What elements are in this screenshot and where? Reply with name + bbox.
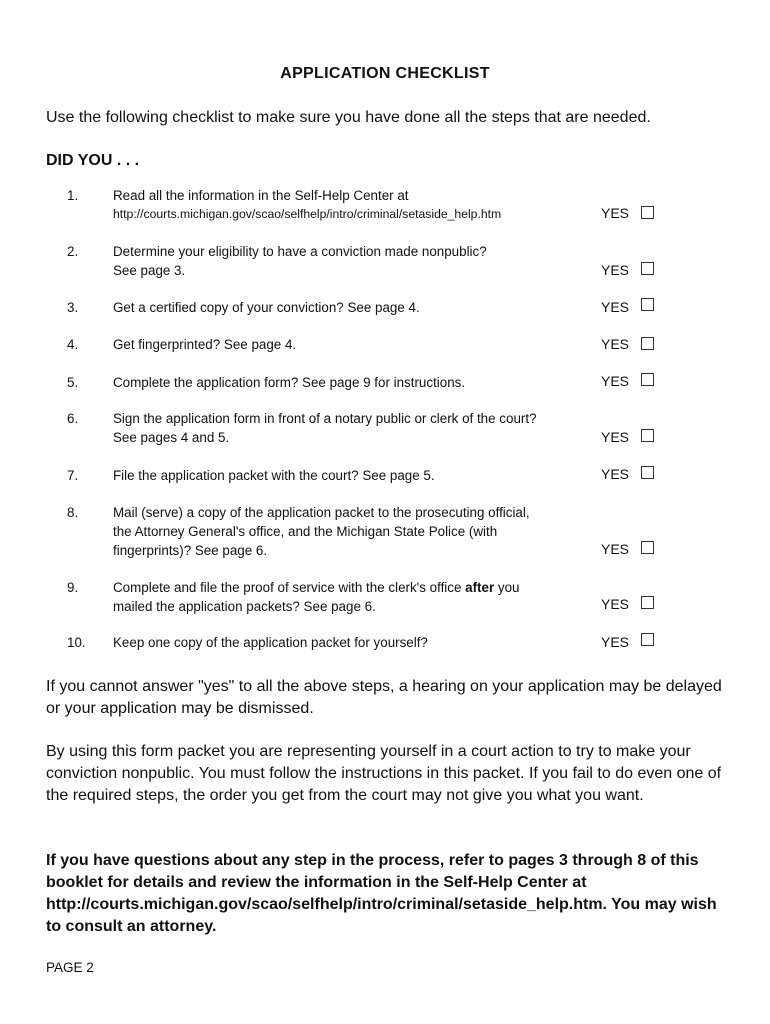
item-number: 6. — [67, 411, 79, 426]
yes-checkbox-3[interactable] — [641, 298, 654, 311]
item-line: Determine your eligibility to have a conviction made nonpublic? — [113, 244, 487, 259]
item-emphasis: after — [465, 580, 495, 595]
did-you-heading: DID YOU . . . — [46, 152, 140, 169]
warning-paragraph: If you cannot answer "yes" to all the above steps, a hearing on your application may be delayed or your application may be dismissed. — [46, 678, 722, 717]
item-number: 10. — [67, 635, 86, 650]
yes-label: YES — [601, 429, 630, 445]
yes-label: YES — [601, 373, 630, 389]
item-text — [113, 633, 593, 652]
item-line: Get fingerprinted? See page 4. — [113, 337, 297, 352]
yes-checkbox-4[interactable] — [641, 337, 654, 350]
yes-checkbox-6[interactable] — [641, 429, 654, 442]
item-line: Complete the application form? See page 9 for instructions. — [113, 375, 466, 390]
item-line-end: you — [494, 580, 520, 595]
item-line: the Attorney General's office, and the Michigan State Police (with — [113, 524, 498, 539]
yes-label: YES — [601, 299, 630, 315]
yes-checkbox-2[interactable] — [641, 262, 654, 275]
yes-checkbox-9[interactable] — [641, 596, 654, 609]
yes-label: YES — [601, 262, 630, 278]
item-text — [113, 373, 593, 392]
item-number: 3. — [67, 300, 79, 315]
item-number: 5. — [67, 375, 79, 390]
page-title: APPLICATION CHECKLIST — [280, 65, 490, 82]
item-text — [113, 242, 593, 280]
item-number: 1. — [67, 188, 79, 203]
item-url: http://courts.michigan.gov/scao/selfhelp/intro/criminal/setaside_help.htm — [113, 207, 502, 221]
item-line: Get a certified copy of your conviction? See page 4. — [113, 300, 420, 315]
yes-checkbox-10[interactable] — [641, 633, 654, 646]
item-text — [113, 578, 593, 616]
yes-checkbox-5[interactable] — [641, 373, 654, 386]
item-line: mailed the application packets? See page 6. — [113, 599, 376, 614]
item-line: Read all the information in the Self-Help Center at — [113, 188, 409, 203]
item-text — [113, 186, 593, 224]
item-number: 4. — [67, 337, 79, 352]
yes-label: YES — [601, 466, 630, 482]
item-line: Sign the application form in front of a notary public or clerk of the court? — [113, 411, 537, 426]
representation-paragraph: By using this form packet you are representing yourself in a court action to try to make your conviction nonpublic. You must follow the instructions in this packet. If you fail to do even one of the required steps, the order you get from the court may not give you what you want. — [46, 743, 722, 804]
item-number: 7. — [67, 468, 79, 483]
item-text — [113, 503, 593, 560]
yes-label: YES — [601, 596, 630, 612]
item-line: See page 3. — [113, 263, 186, 278]
item-number: 2. — [67, 244, 79, 259]
yes-checkbox-8[interactable] — [641, 541, 654, 554]
item-text — [113, 335, 593, 354]
item-number: 8. — [67, 505, 79, 520]
page-number: PAGE 2 — [46, 960, 94, 975]
item-line: See pages 4 and 5. — [113, 430, 230, 445]
item-number: 9. — [67, 580, 79, 595]
item-line-start: Complete and file the proof of service with the clerk's office — [113, 580, 466, 595]
item-text — [113, 298, 593, 317]
questions-paragraph: If you have questions about any step in the process, refer to pages 3 through 8 of this booklet for details and review the information in the Self-Help Center at http://courts.michigan.gov/scao/selfhelp/intro/criminal/setaside_help.htm. You may wish to consult an attorney. — [46, 852, 717, 935]
item-line: fingerprints)? See page 6. — [113, 543, 268, 558]
yes-checkbox-7[interactable] — [641, 466, 654, 479]
item-text — [113, 409, 593, 447]
yes-checkbox-1[interactable] — [641, 206, 654, 219]
item-text — [113, 466, 593, 485]
yes-label: YES — [601, 634, 630, 650]
item-line: Mail (serve) a copy of the application packet to the prosecuting official, — [113, 505, 530, 520]
intro-text: Use the following checklist to make sure you have done all the steps that are needed. — [46, 109, 651, 126]
yes-label: YES — [601, 336, 630, 352]
item-line: Keep one copy of the application packet for yourself? — [113, 635, 428, 650]
item-line: File the application packet with the court? See page 5. — [113, 468, 435, 483]
yes-label: YES — [601, 541, 630, 557]
yes-label: YES — [601, 205, 630, 221]
item-line — [113, 578, 593, 597]
